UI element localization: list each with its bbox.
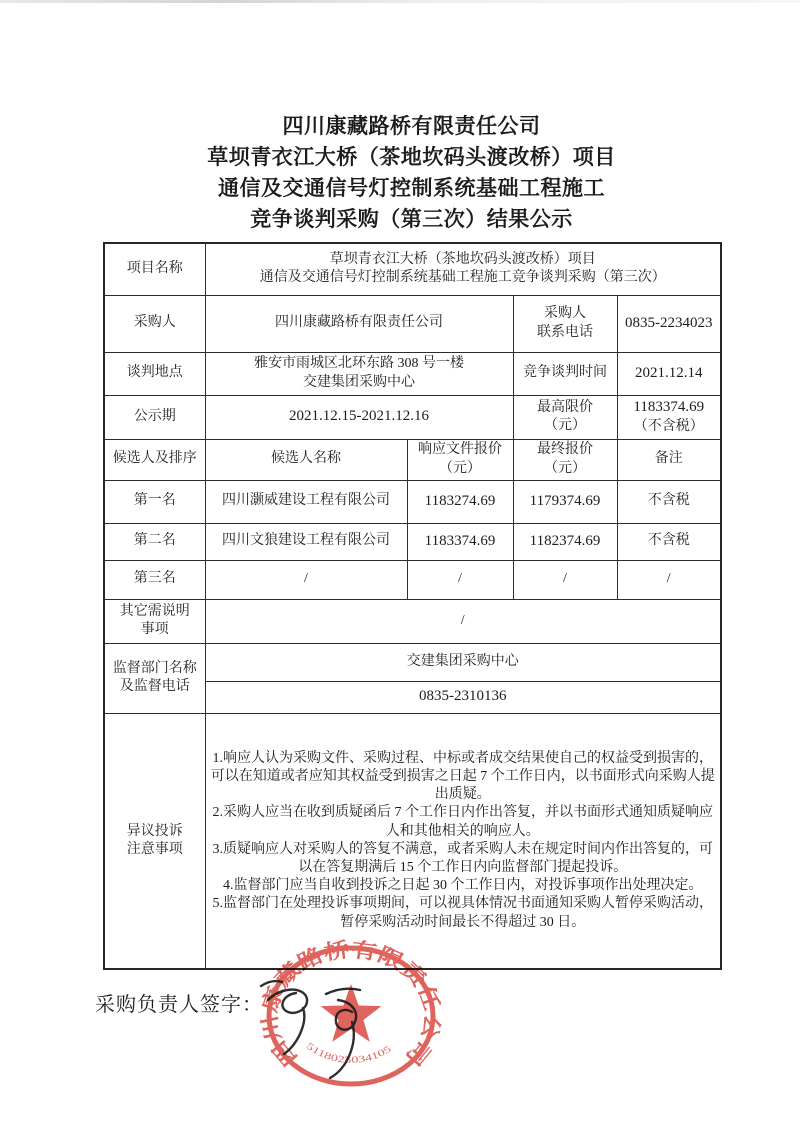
candidate1-final-price: 1179374.69 xyxy=(513,480,617,523)
cap-label-line2: （元） xyxy=(544,418,586,433)
row-supervision-name xyxy=(104,643,721,681)
handwritten-signature xyxy=(248,958,418,1086)
candidate1-doc-price: 1183274.69 xyxy=(407,480,513,523)
cell-venue-value xyxy=(205,352,513,395)
cell-purchaser-phone: 0835-2234023 xyxy=(617,295,721,352)
scan-edge-artifact xyxy=(0,0,800,3)
header-doc-price xyxy=(407,439,513,480)
candidate2-name: 四川文狼建设工程有限公司 xyxy=(205,523,407,560)
row-venue xyxy=(104,352,721,395)
seal-serial-number: 5118025034105 xyxy=(303,1041,392,1066)
venue-line2: 交建集团采购中心 xyxy=(303,374,415,390)
cap-value-line2: （不含税） xyxy=(633,418,704,434)
cell-publicity-label: 公示期 xyxy=(104,395,205,439)
cell-project-value xyxy=(205,243,721,295)
candidate2-rank: 第二名 xyxy=(104,523,205,560)
objection-label-line2: 注意事项 xyxy=(126,841,183,857)
cap-label-line1: 最高限价 xyxy=(537,399,593,415)
title-line-4: 竞争谈判采购（第三次）结果公示 xyxy=(250,207,573,231)
header-final-price xyxy=(513,439,617,480)
venue-line1: 雅安市雨城区北环东路 308 号一楼 xyxy=(254,356,464,372)
objection-item-2: 2.采购人应当在收到质疑函后 7 个工作日内作出答复，并以书面形式通知质疑响应人和其他相关的响应人。 xyxy=(212,805,713,839)
cell-purchaser-value: 四川康藏路桥有限责任公司 xyxy=(205,295,513,352)
supervision-label-line1: 监督部门名称 xyxy=(112,660,197,676)
title-line-2: 草坝青衣江大桥（茶地坎码头渡改桥）项目 xyxy=(207,145,616,169)
cell-project-label: 项目名称 xyxy=(104,243,205,295)
objection-item-3: 3.质疑响应人对采购人的答复不满意，或者采购人未在规定时间内作出答复的，可以在答复期满后 15 个工作日内向监督部门提起投诉。 xyxy=(212,841,713,875)
seal-company-text: 四川康藏路桥有限责任公司 xyxy=(259,939,444,1070)
other-label-line2: 事项 xyxy=(140,622,169,637)
row-purchaser xyxy=(104,295,721,352)
objection-item-4: 4.监督部门应当自收到投诉之日起 30 个工作日内，对投诉事项作出处理决定。 xyxy=(223,878,703,894)
cell-objection-text xyxy=(205,713,721,969)
cell-time-label: 竞争谈判时间 xyxy=(513,352,617,395)
candidate1-name: 四川灏威建设工程有限公司 xyxy=(205,480,407,523)
cell-other-label xyxy=(104,599,205,643)
candidate3-doc-price: / xyxy=(407,560,513,599)
cell-time-value: 2021.12.14 xyxy=(617,352,721,395)
header-note: 备注 xyxy=(617,439,721,480)
header-doc-price-line1: 响应文件报价 xyxy=(418,442,502,458)
cell-supervision-phone: 0835-2310136 xyxy=(205,681,721,713)
candidate-row-1 xyxy=(104,480,721,523)
candidate3-final-price: / xyxy=(513,560,617,599)
row-candidates-header xyxy=(104,439,721,480)
document-title xyxy=(103,111,720,235)
purchaser-phone-label-line1: 采购人 xyxy=(544,306,586,322)
cell-purchaser-label: 采购人 xyxy=(104,295,205,352)
cell-other-value: / xyxy=(205,599,721,643)
cell-publicity-value: 2021.12.15-2021.12.16 xyxy=(205,395,513,439)
cell-cap-value xyxy=(617,395,721,439)
header-doc-price-line2: （元） xyxy=(439,460,481,476)
candidate1-rank: 第一名 xyxy=(104,480,205,523)
supervision-label-line2: 及监督电话 xyxy=(119,679,190,694)
candidate1-note: 不含税 xyxy=(617,480,721,523)
row-project xyxy=(104,243,721,295)
header-final-price-line1: 最终报价 xyxy=(537,442,593,458)
header-rank: 候选人及排序 xyxy=(104,439,205,480)
signer-label: 采购负责人签字： xyxy=(95,994,263,1016)
header-final-price-line2: （元） xyxy=(544,460,586,476)
objection-label-line1: 异议投诉 xyxy=(126,823,183,839)
cell-objection-label xyxy=(104,713,205,969)
title-line-1: 四川康藏路桥有限责任公司 xyxy=(282,114,541,138)
other-label-line1: 其它需说明 xyxy=(119,603,190,619)
row-other-notes xyxy=(104,599,721,643)
candidate-row-2 xyxy=(104,523,721,560)
row-objection xyxy=(104,713,721,969)
cell-supervision-label xyxy=(104,643,205,713)
result-table xyxy=(103,242,722,970)
cell-venue-label: 谈判地点 xyxy=(104,352,205,395)
objection-item-1: 1.响应人认为采购文件、采购过程、中标或者成交结果使自己的权益受到损害的，可以在知道或者应知其权益受到损害之日起 7 个工作日内，以书面形式向采购人提出质疑。 xyxy=(210,750,715,803)
cell-purchaser-phone-label xyxy=(513,295,617,352)
candidate2-note: 不含税 xyxy=(617,523,721,560)
purchaser-phone-label-line2: 联系电话 xyxy=(537,324,593,340)
candidate3-rank: 第三名 xyxy=(104,560,205,599)
cell-cap-label xyxy=(513,395,617,439)
cap-value-line1: 1183374.69 xyxy=(633,399,705,416)
candidate-row-3 xyxy=(104,560,721,599)
project-value-line1: 草坝青衣江大桥（茶地坎码头渡改桥）项目 xyxy=(329,252,596,268)
project-value-line2: 通信及交通信号灯控制系统基础工程施工竞争谈判采购（第三次） xyxy=(259,270,666,286)
candidate2-final-price: 1182374.69 xyxy=(513,523,617,560)
cell-supervision-name: 交建集团采购中心 xyxy=(205,643,721,681)
candidate3-note: / xyxy=(617,560,721,599)
title-line-3: 通信及交通信号灯控制系统基础工程施工 xyxy=(218,176,605,200)
row-publicity xyxy=(104,395,721,439)
header-name: 候选人名称 xyxy=(205,439,407,480)
objection-item-5: 5.监督部门在处理投诉事项期间，可以视具体情况书面通知采购人暂停采购活动，暂停采购活动时间最长不得超过 30 日。 xyxy=(212,896,713,930)
candidate2-doc-price: 1183374.69 xyxy=(407,523,513,560)
candidate3-name: / xyxy=(205,560,407,599)
